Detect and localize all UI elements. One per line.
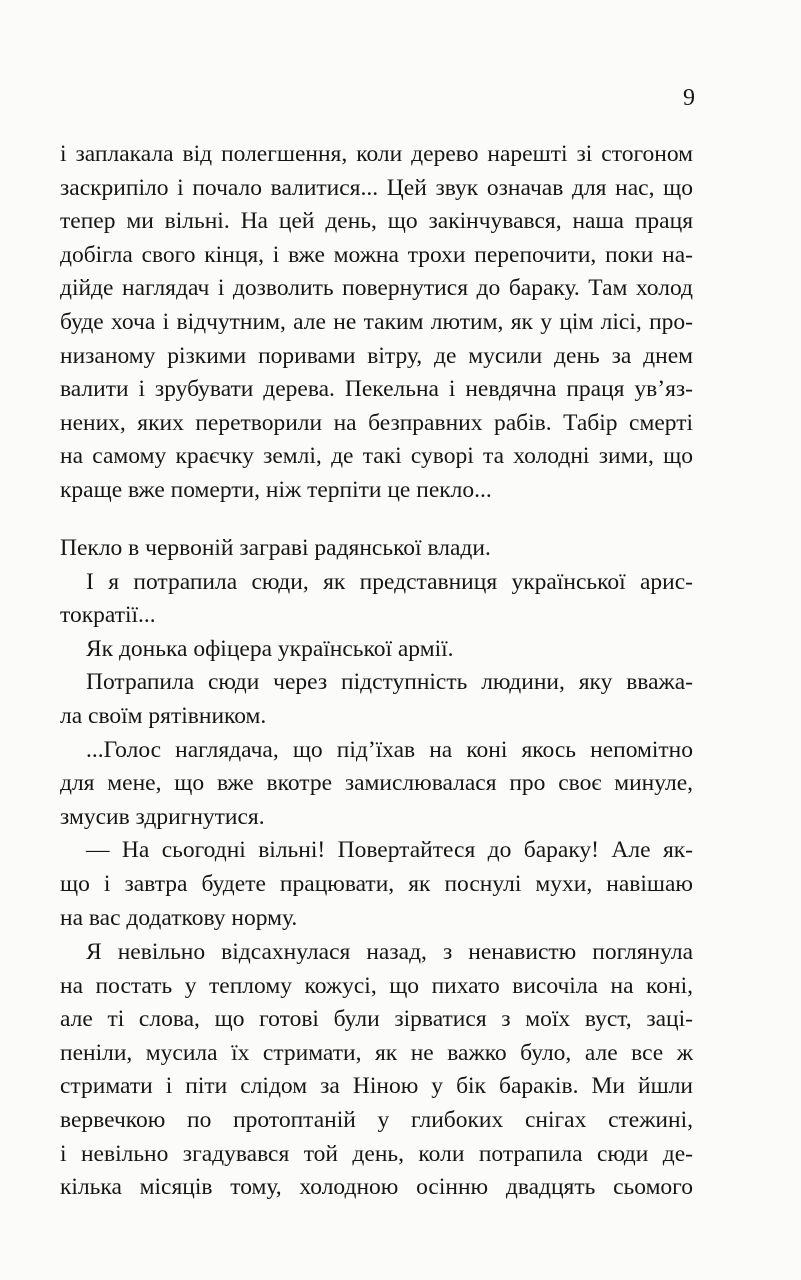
- text-line: нених, яких перетворили на безправних рабів. Табір смерті: [60, 409, 693, 436]
- text-line: на вас додаткову норму.: [60, 904, 298, 931]
- text-line: низаному різкими поривами вітру, де мусили день за днем: [60, 342, 693, 369]
- paragraph-group-middle: [60, 532, 693, 935]
- text-line: на самому краєчку землі, де такі суворі та холодні зими, що: [60, 443, 693, 470]
- text-line: — На сьогодні вільні! Повертайтеся до бараку! Але як-: [86, 837, 693, 864]
- text-line: Як донька офіцера української армії.: [86, 635, 454, 662]
- page-number: 9: [683, 85, 695, 111]
- text-line: І я потрапила сюди, як представниця української арис-: [86, 568, 693, 595]
- text-line: на постать у теплому кожусі, що пихато височіла на коні,: [60, 972, 693, 999]
- text-line: пеніли, мусила їх стримати, як не важко було, але все ж: [60, 1039, 693, 1066]
- text-line: і невільно згадувався той день, коли потрапила сюди де-: [60, 1140, 693, 1167]
- paragraph-closing: [60, 936, 693, 1205]
- text-line: добігла свого кінця, і вже можна трохи перепочити, поки на-: [60, 241, 693, 268]
- text-line: тократії...: [60, 602, 156, 629]
- text-line: заскрипіло і почало валитися... Цей звук означав для нас, що: [60, 174, 693, 201]
- paragraph-opening: [60, 138, 693, 508]
- text-line: стримати і піти слідом за Ніною у бік бараків. Ми йшли: [60, 1073, 693, 1100]
- text-line: і заплакала від полегшення, коли дерево нарешті зі стогоном: [60, 141, 693, 167]
- text-line: валити і зрубувати дерева. Пекельна і невдячна праця ув’яз-: [60, 376, 693, 403]
- text-line: але ті слова, що готові були зірватися з моїх вуст, заці-: [60, 1006, 693, 1033]
- text-line: вервечкою по протоптаній у глибоких снігах стежині,: [60, 1106, 693, 1133]
- text-line: Я невільно відсахнулася назад, з ненавистю поглянула: [86, 939, 693, 965]
- text-line: буде хоча і відчутним, але не таким лютим, як у цім лісі, про-: [60, 308, 693, 335]
- text-line: для мене, що вже вкотре замислювалася про своє минуле,: [60, 770, 693, 797]
- text-line: Пекло в червоній заграві радянської влади.: [60, 535, 491, 561]
- text-line: ла своїм рятівником.: [60, 702, 267, 729]
- text-line: Потрапила сюди через підступність людини, яку вважа-: [86, 669, 693, 696]
- text-line: змусив здригнутися.: [60, 803, 265, 830]
- text-line: краще вже померти, ніж терпіти це пекло...: [60, 476, 492, 503]
- text-line: дійде наглядач і дозволить повернутися до бараку. Там холод: [60, 275, 693, 302]
- text-line: кілька місяців тому, холодною осінню двадцять сьомого: [60, 1174, 693, 1201]
- text-line: що і завтра будете працювати, як поснулі мухи, навішаю: [60, 870, 693, 897]
- text-line: ...Голос наглядача, що під’їхав на коні якось непомітно: [86, 736, 693, 763]
- text-line: тепер ми вільні. На цей день, що закінчувався, наша праця: [60, 208, 693, 235]
